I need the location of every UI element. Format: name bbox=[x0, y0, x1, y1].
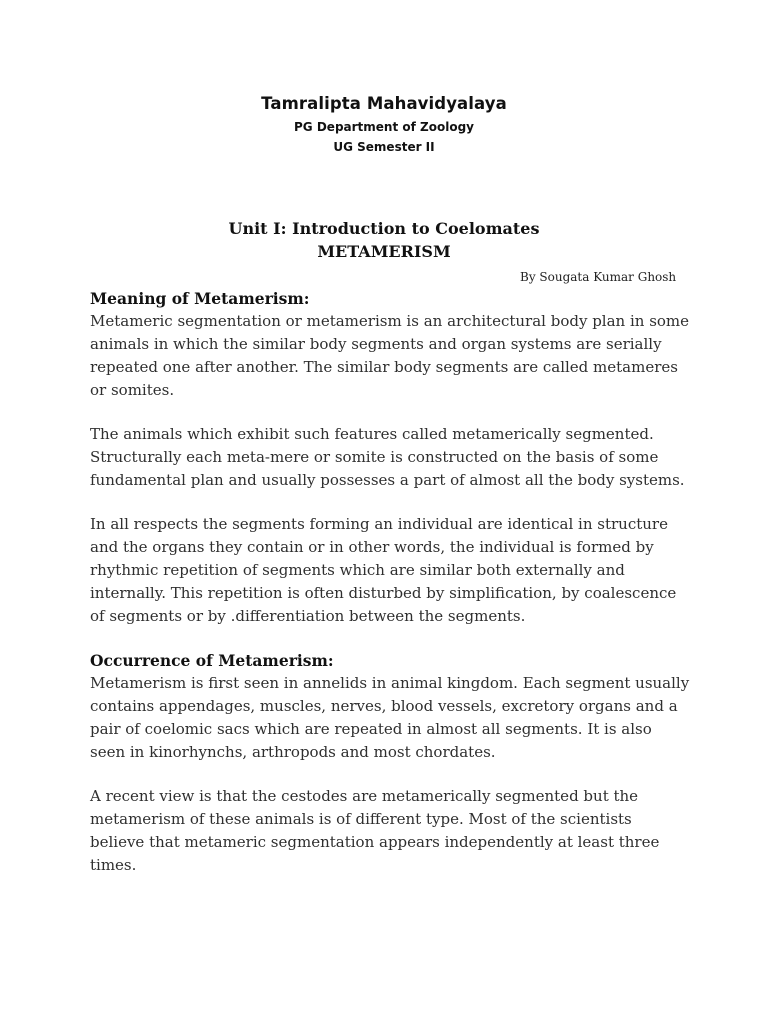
section-heading-occurrence: Occurrence of Metamerism: bbox=[90, 651, 334, 670]
author-byline: By Sougata Kumar Ghosh bbox=[520, 270, 677, 284]
paragraph: In all respects the segments forming an individual are identical in structure and the organs they contain or in other words, the individual is formed by rhythmic repetition of segments which are similar both externally and internally. This repetition is often disturbed by simplification, by coalescence of segments or by .differentiation between the segments. bbox=[90, 515, 677, 625]
unit-title: Unit I: Introduction to Coelomates bbox=[228, 219, 540, 238]
paragraph: Metamerism is first seen in annelids in animal kingdom. Each segment usually contains appendages, muscles, nerves, blood vessels, excretory organs and a pair of coelomic sacs which are repeated in almost all segments. It is also seen in kinorhynchs, arthropods and most chordates. bbox=[90, 674, 690, 761]
department-subtitle: PG Department of Zoology bbox=[294, 120, 474, 134]
paragraph: The animals which exhibit such features called metamerically segmented. Structurally each meta-mere or somite is constructed on the basis of some fundamental plan and usually possesses a part of almost all the body systems. bbox=[90, 425, 685, 489]
paragraph: A recent view is that the cestodes are metamerically segmented but the metamerism of these animals is of different type. Most of the scientists believe that metameric segmentation appears independently at least three times. bbox=[90, 787, 660, 874]
section-heading-meaning: Meaning of Metamerism: bbox=[90, 289, 310, 308]
paragraph: Metameric segmentation or metamerism is an architectural body plan in some animals in which the similar body segments and organ systems are serially repeated one after another. The similar body segments are called metameres or somites. bbox=[90, 312, 690, 399]
semester-subtitle: UG Semester II bbox=[333, 140, 435, 154]
topic-title: METAMERISM bbox=[317, 242, 451, 261]
document-body bbox=[90, 287, 690, 898]
institution-title: Tamralipta Mahavidyalaya bbox=[261, 94, 507, 113]
